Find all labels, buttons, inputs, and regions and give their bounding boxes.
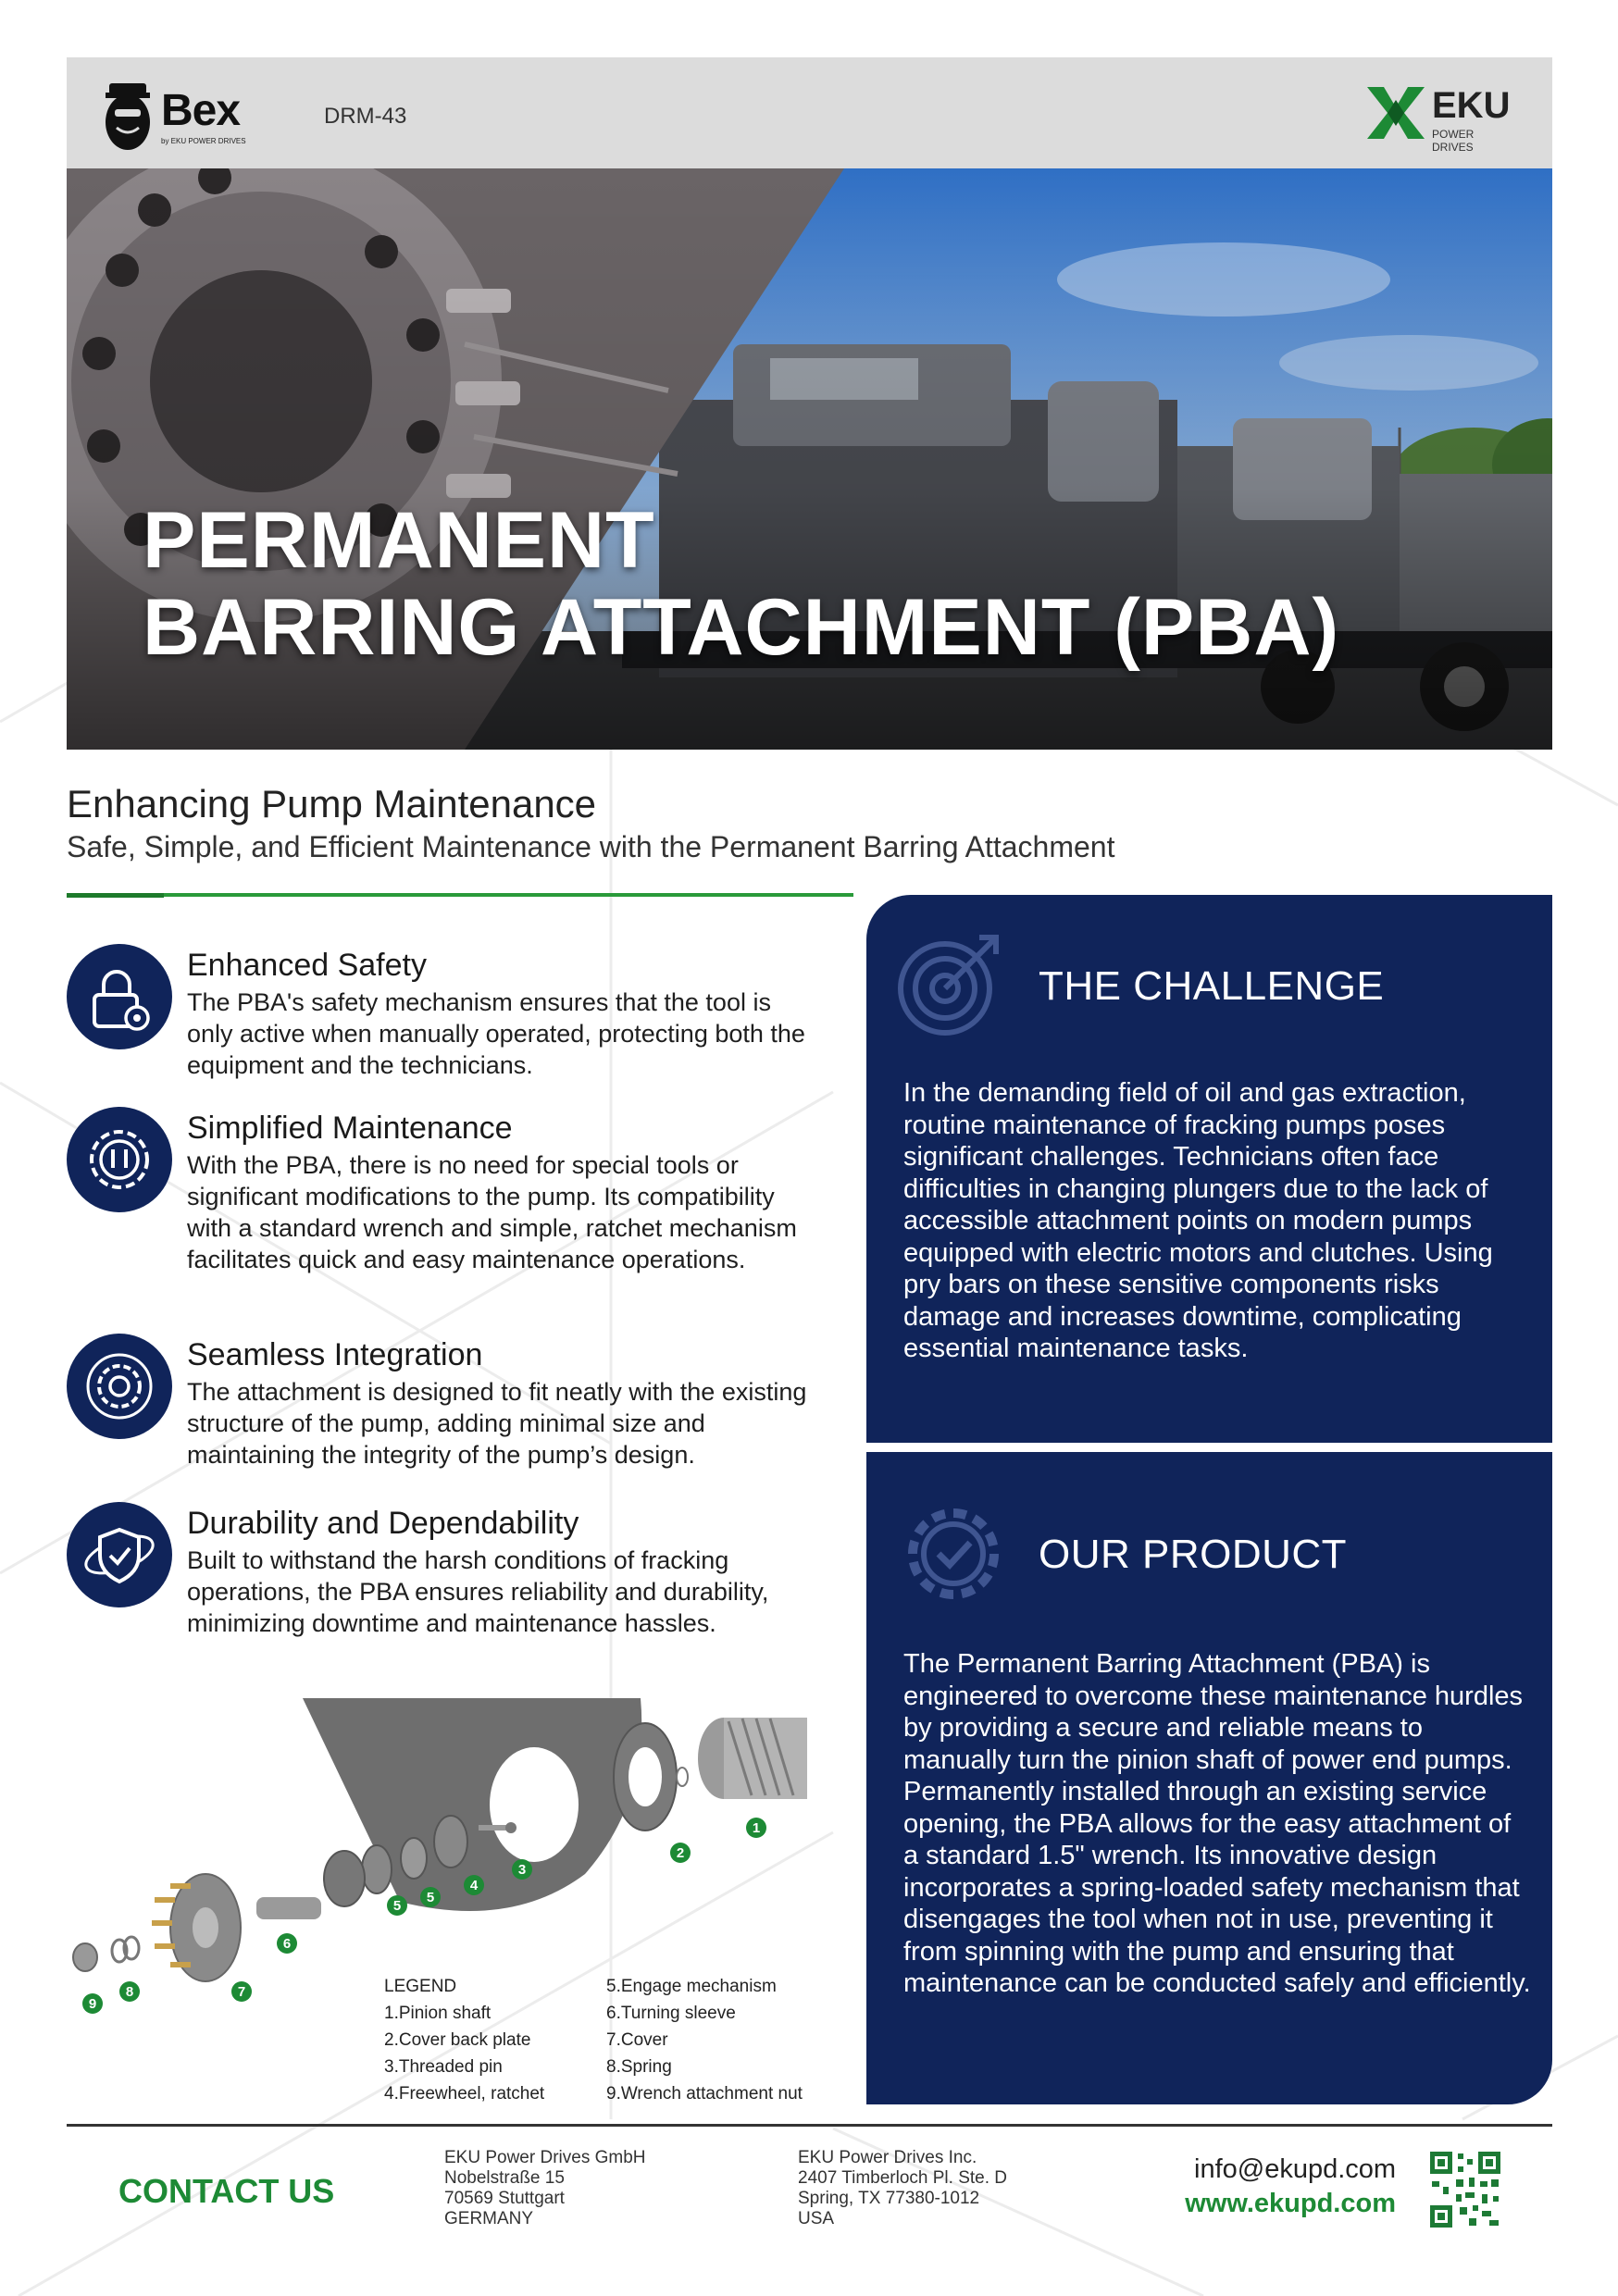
lock-gear-icon (67, 944, 172, 1049)
integration-gear-icon (67, 1334, 172, 1439)
panel-separator (866, 1443, 1552, 1452)
shield-check-icon (67, 1502, 172, 1607)
challenge-heading: THE CHALLENGE (1039, 963, 1385, 1009)
legend-item: 8.Spring (606, 2057, 672, 2077)
feature-body: The attachment is designed to fit neatly with the existing structure of the pump, adding minimal size and maintaining the integrity of the pump’s design. (187, 1378, 807, 1469)
callout-9: 9 (88, 1996, 97, 2012)
legend-item: 1.Pinion shaft (384, 2004, 492, 2023)
address-germany (444, 2148, 646, 2229)
legend-item: 4.Freewheel, ratchet (384, 2084, 545, 2104)
callout-4: 4 (469, 1878, 479, 1893)
eku-wordmark: EKU (1432, 85, 1511, 126)
legend-item: 7.Cover (606, 2030, 668, 2050)
product-panel (866, 1452, 1552, 2104)
address-line: 70569 Stuttgart (444, 2189, 565, 2208)
feature-title: Durability and Dependability (187, 1506, 579, 1541)
email-link[interactable]: info@ekupd.com (1194, 2154, 1397, 2184)
contact-us-label: CONTACT US (118, 2172, 335, 2210)
feature-title: Enhanced Safety (187, 948, 427, 983)
feature-body: The PBA's safety mechanism ensures that the tool is only active when manually operated, protecting both the equipment and the technicians. (187, 988, 805, 1079)
callout-5a: 5 (426, 1890, 435, 1905)
eku-mark-icon (1367, 80, 1425, 146)
footer-divider (67, 2124, 1552, 2127)
bex-mascot-icon (104, 78, 152, 152)
callout-2: 2 (676, 1845, 685, 1861)
legend-item: 5.Engage mechanism (606, 1977, 777, 1996)
challenge-body: In the demanding field of oil and gas extraction, routine maintenance of fracking pumps poses significant challenges. Technicians often face difficulties in changing plungers due to the lack of accessible attachment points on modern pumps equipped with electric motors and clutches. Using pry bars on these sensitive components risks damage and increases downtime, complicating essential maintenance tasks. (903, 1078, 1493, 1363)
bex-logo[interactable] (104, 78, 261, 152)
website-link[interactable]: www.ekupd.com (1185, 2189, 1396, 2218)
eku-tagline: POWER DRIVES (1432, 128, 1475, 154)
callout-3: 3 (517, 1862, 527, 1878)
hero-title-line1: PERMANENT (143, 496, 655, 585)
green-divider-accent (67, 893, 164, 898)
feature-title: Simplified Maintenance (187, 1111, 513, 1146)
address-line: EKU Power Drives GmbH (444, 2148, 646, 2167)
address-line: GERMANY (444, 2209, 534, 2228)
bex-tagline: by EKU POWER DRIVES (161, 137, 246, 145)
eku-logo[interactable] (1367, 76, 1515, 154)
hero-title-line2: BARRING ATTACHMENT (PBA) (143, 583, 1340, 672)
legend-title: LEGEND (384, 1977, 457, 1996)
gear-check-icon (894, 1495, 1013, 1613)
callout-8: 8 (125, 1984, 134, 2000)
feature-body: With the PBA, there is no need for special tools or significant modifications to the pump. Its compatibility with a standard wrench and simple, ratchet mechanism facilitates quick and easy maintenance operations. (187, 1151, 797, 1273)
intro-title: Enhancing Pump Maintenance (67, 782, 597, 825)
document-code: DRM-43 (324, 104, 407, 129)
feature-body: Built to withstand the harsh conditions of fracking operations, the PBA ensures reliability and durability, minimizing downtime and maintenance hassles. (187, 1546, 769, 1637)
legend-column-1 (384, 1973, 544, 2107)
feature-title: Seamless Integration (187, 1337, 483, 1372)
intro-tagline: Safe, Simple, and Efficient Maintenance with the Permanent Barring Attachment (67, 830, 1115, 863)
hero-banner (67, 168, 1552, 750)
gear-wrench-icon (67, 1107, 172, 1212)
legend-column-2 (606, 1973, 803, 2107)
target-icon (894, 928, 1005, 1039)
legend-item: 3.Threaded pin (384, 2057, 503, 2077)
address-line: EKU Power Drives Inc. (798, 2148, 977, 2167)
callout-6: 6 (282, 1936, 292, 1952)
legend-item: 2.Cover back plate (384, 2030, 531, 2050)
hero-title (143, 497, 1339, 671)
legend-item: 9.Wrench attachment nut (606, 2084, 803, 2104)
address-line: Spring, TX 77380-1012 (798, 2189, 980, 2208)
qr-code-icon[interactable] (1428, 2150, 1502, 2229)
challenge-panel (866, 895, 1552, 1443)
product-heading: OUR PRODUCT (1039, 1532, 1348, 1577)
green-divider (67, 893, 853, 897)
address-line: Nobelstraße 15 (444, 2168, 565, 2188)
address-line: USA (798, 2209, 835, 2228)
legend-item: 6.Turning sleeve (606, 2004, 736, 2023)
address-line: 2407 Timberloch Pl. Ste. D (798, 2168, 1007, 2188)
address-usa (798, 2148, 1007, 2229)
callout-1: 1 (752, 1820, 761, 1836)
header-bar (67, 57, 1552, 168)
exploded-view-diagram (67, 1689, 835, 2124)
callout-5b: 5 (392, 1898, 402, 1914)
bex-wordmark: Bex (161, 86, 241, 135)
callout-7: 7 (237, 1984, 246, 2000)
intro-heading (67, 782, 1114, 864)
product-body: The Permanent Barring Attachment (PBA) is engineered to overcome these maintenance hurdles by providing a secure and reliable means to manually turn the pinion shaft of power end pumps. Permanently installed through an existing service opening, the PBA allows for the easy attachment of a standard 1.5" wrench. Its innovative design incorporates a spring-loaded safety mechanism that disengages the tool when not in use, preventing it from spinning with the pump and ensuring that maintenance can be conducted safely and efficiently. (903, 1649, 1531, 1998)
